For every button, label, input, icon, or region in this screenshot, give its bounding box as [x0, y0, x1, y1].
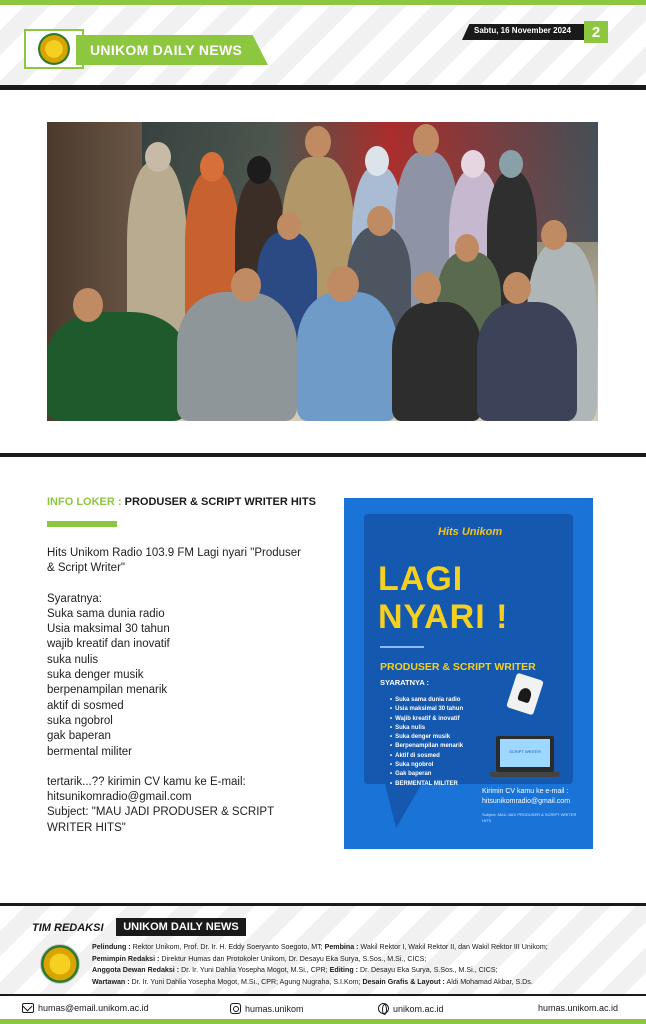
spacer: [47, 760, 307, 775]
credit-line: [92, 977, 640, 989]
credits: [92, 942, 640, 988]
contact-web-text: unikom.ac.id: [393, 1003, 444, 1014]
unikom-seal-icon: [38, 33, 70, 65]
credit-role: Pelindung :: [92, 943, 131, 951]
section-divider: [0, 453, 646, 457]
person-head: [277, 212, 301, 240]
person: [177, 292, 297, 421]
requirement-item: suka nulis: [47, 653, 99, 666]
page-number: 2: [584, 21, 608, 43]
person: [297, 292, 397, 421]
poster-position: PRODUSER & SCRIPT WRITER: [380, 661, 536, 673]
person-head: [499, 150, 523, 178]
newsletter-title: UNIKOM DAILY NEWS: [90, 42, 243, 58]
issue-date: Sabtu, 16 November 2024: [474, 26, 571, 35]
poster-email: hitsunikomradio@gmail.com: [482, 798, 571, 805]
contact-site-text: humas.unikom.ac.id: [538, 1003, 619, 1013]
credit-line: [92, 942, 640, 954]
article-intro: Hits Unikom Radio 103.9 FM Lagi nyari "Produser & Script Writer": [47, 547, 301, 575]
cta-text: tertarik...?? kirimin CV kamu ke E-mail:: [47, 775, 246, 788]
article-body: [47, 546, 307, 836]
poster-req-item: • Suka denger musik: [390, 733, 463, 742]
person-head: [327, 266, 359, 302]
credit-names: Direktur Humas dan Protokoler Unikom, Dr. Desayu Eka Surya, S.Sos., M.Si., CICS;: [159, 954, 427, 963]
person-head: [541, 220, 567, 250]
credit-role: Desain Grafis & Layout :: [362, 977, 445, 986]
poster-headline-line-2: NYARI !: [378, 598, 509, 636]
contact-instagram-text: humas.unikom: [245, 1003, 304, 1014]
header: [0, 5, 646, 85]
laptop-screen: SCRIPT WRITER: [500, 739, 550, 767]
contact-email-text: humas@email.unikom.ac.id: [38, 1003, 149, 1013]
credit-line: [92, 965, 640, 977]
poster-req-item: • Suka nulis: [390, 724, 463, 733]
person-head: [365, 146, 389, 176]
requirement-item: wajib kreatif dan inovatif: [47, 638, 170, 651]
poster-requirements: [390, 696, 463, 789]
unikom-seal-icon: [40, 944, 80, 984]
person-head: [231, 268, 261, 302]
poster-req-item: • Suka ngobrol: [390, 761, 463, 770]
requirements-label: Syaratnya:: [47, 592, 102, 605]
footer-tag: UNIKOM DAILY NEWS: [116, 918, 246, 936]
mail-icon: [22, 1003, 34, 1013]
credit-names: Dr. Ir. Yuni Dahlia Yosepha Mogot, M.Si., CPR;: [179, 966, 330, 974]
contact-site-link[interactable]: [538, 1003, 618, 1013]
requirement-item: Suka sama dunia radio: [47, 607, 165, 620]
contact-email: hitsunikomradio@gmail.com: [47, 791, 192, 804]
job-poster: [344, 498, 593, 849]
person-head: [413, 124, 439, 156]
title-underline: [47, 521, 117, 527]
person-head: [305, 126, 331, 158]
credit-role: Editing :: [329, 966, 358, 974]
poster-req-item: • Berpenampilan menarik: [390, 742, 463, 751]
person-head: [461, 150, 485, 178]
requirement-item: aktif di sosmed: [47, 699, 124, 712]
laptop-base: [490, 772, 560, 777]
email-subject: Subject: "MAU JADI PRODUSER & SCRIPT WRITER HITS": [47, 806, 274, 834]
article-title-rest: PRODUSER & SCRIPT WRITER HITS: [121, 496, 316, 508]
person-head: [247, 156, 271, 184]
article-title-highlight: INFO LOKER :: [47, 496, 122, 508]
spacer: [47, 577, 307, 592]
person-head: [455, 234, 479, 262]
poster-req-item: • Wajib kreatif & inovatif: [390, 715, 463, 724]
poster-divider: [380, 646, 424, 648]
person: [47, 312, 187, 421]
poster-req-item: • Gak baperan: [390, 770, 463, 779]
credit-names: Dr. Desayu Eka Surya, S.Sos., M.Si., CICS;: [358, 966, 498, 974]
poster-headline: [378, 560, 508, 636]
credit-names: Wakil Rektor I, Wakil Rektor II, dan Wakil Rektor III Unikom;: [358, 943, 548, 951]
poster-req-item: • Aktif di sosmed: [390, 752, 463, 761]
credit-role: Pembina :: [324, 943, 359, 951]
logo-box: [24, 29, 84, 69]
requirement-item: berpenampilan menarik: [47, 684, 168, 697]
requirement-item: suka ngobrol: [47, 714, 113, 727]
person-head: [73, 288, 103, 322]
credit-role: Wartawan :: [92, 977, 130, 986]
requirement-item: suka denger musik: [47, 669, 144, 682]
poster-req-label: SYARATNYA :: [380, 678, 430, 687]
credit-names: Dr. Ir. Yuni Dahlia Yosepha Mogot, M.Si., CPR; Agung Nugraha, S.I.Kom;: [129, 977, 363, 986]
requirement-item: Usia maksimal 30 tahun: [47, 623, 170, 636]
contact-instagram-link[interactable]: [230, 1003, 304, 1014]
poster-req-item: • BERMENTAL MILITER: [390, 780, 463, 789]
tim-redaksi-label: TIM REDAKSI: [32, 922, 104, 934]
person-head: [367, 206, 393, 236]
credit-names: Aldi Mohamad Akbar, S.Ds.: [444, 977, 533, 986]
requirement-item: bermental militer: [47, 745, 132, 758]
poster-headline-line-1: LAGI: [378, 560, 464, 598]
person-head: [503, 272, 531, 304]
person: [392, 302, 482, 421]
person-head: [200, 152, 224, 182]
credit-line: [92, 954, 640, 966]
person-head: [413, 272, 441, 304]
instagram-icon: [230, 1003, 241, 1014]
credit-role: Pemimpin Redaksi :: [92, 954, 160, 963]
group-photo-image: [47, 122, 598, 421]
contact-email-link[interactable]: [22, 1003, 149, 1013]
article-title: [47, 496, 316, 508]
person: [477, 302, 577, 421]
credit-names: Rektor Unikom, Prof. Dr. Ir. H. Eddy Soeryanto Soegoto, MT;: [130, 943, 325, 951]
poster-cv-text: Kirimin CV kamu ke e-mail :: [482, 788, 569, 795]
poster-req-item: • Usia maksimal 30 tahun: [390, 705, 463, 714]
requirement-item: gak baperan: [47, 730, 111, 743]
poster-req-item: • Suka sama dunia radio: [390, 696, 463, 705]
poster-brand: Hits Unikom: [438, 526, 503, 538]
bottom-accent-bar: [0, 1019, 646, 1024]
contact-web-link[interactable]: [378, 1003, 444, 1014]
globe-icon: [378, 1003, 389, 1014]
person-head: [145, 142, 171, 172]
credit-role: Anggota Dewan Redaksi :: [92, 966, 180, 974]
poster-small-text: Subject: MAU JADI PRODUSER & SCRIPT WRITER HITS: [482, 812, 577, 823]
header-divider: [0, 85, 646, 90]
